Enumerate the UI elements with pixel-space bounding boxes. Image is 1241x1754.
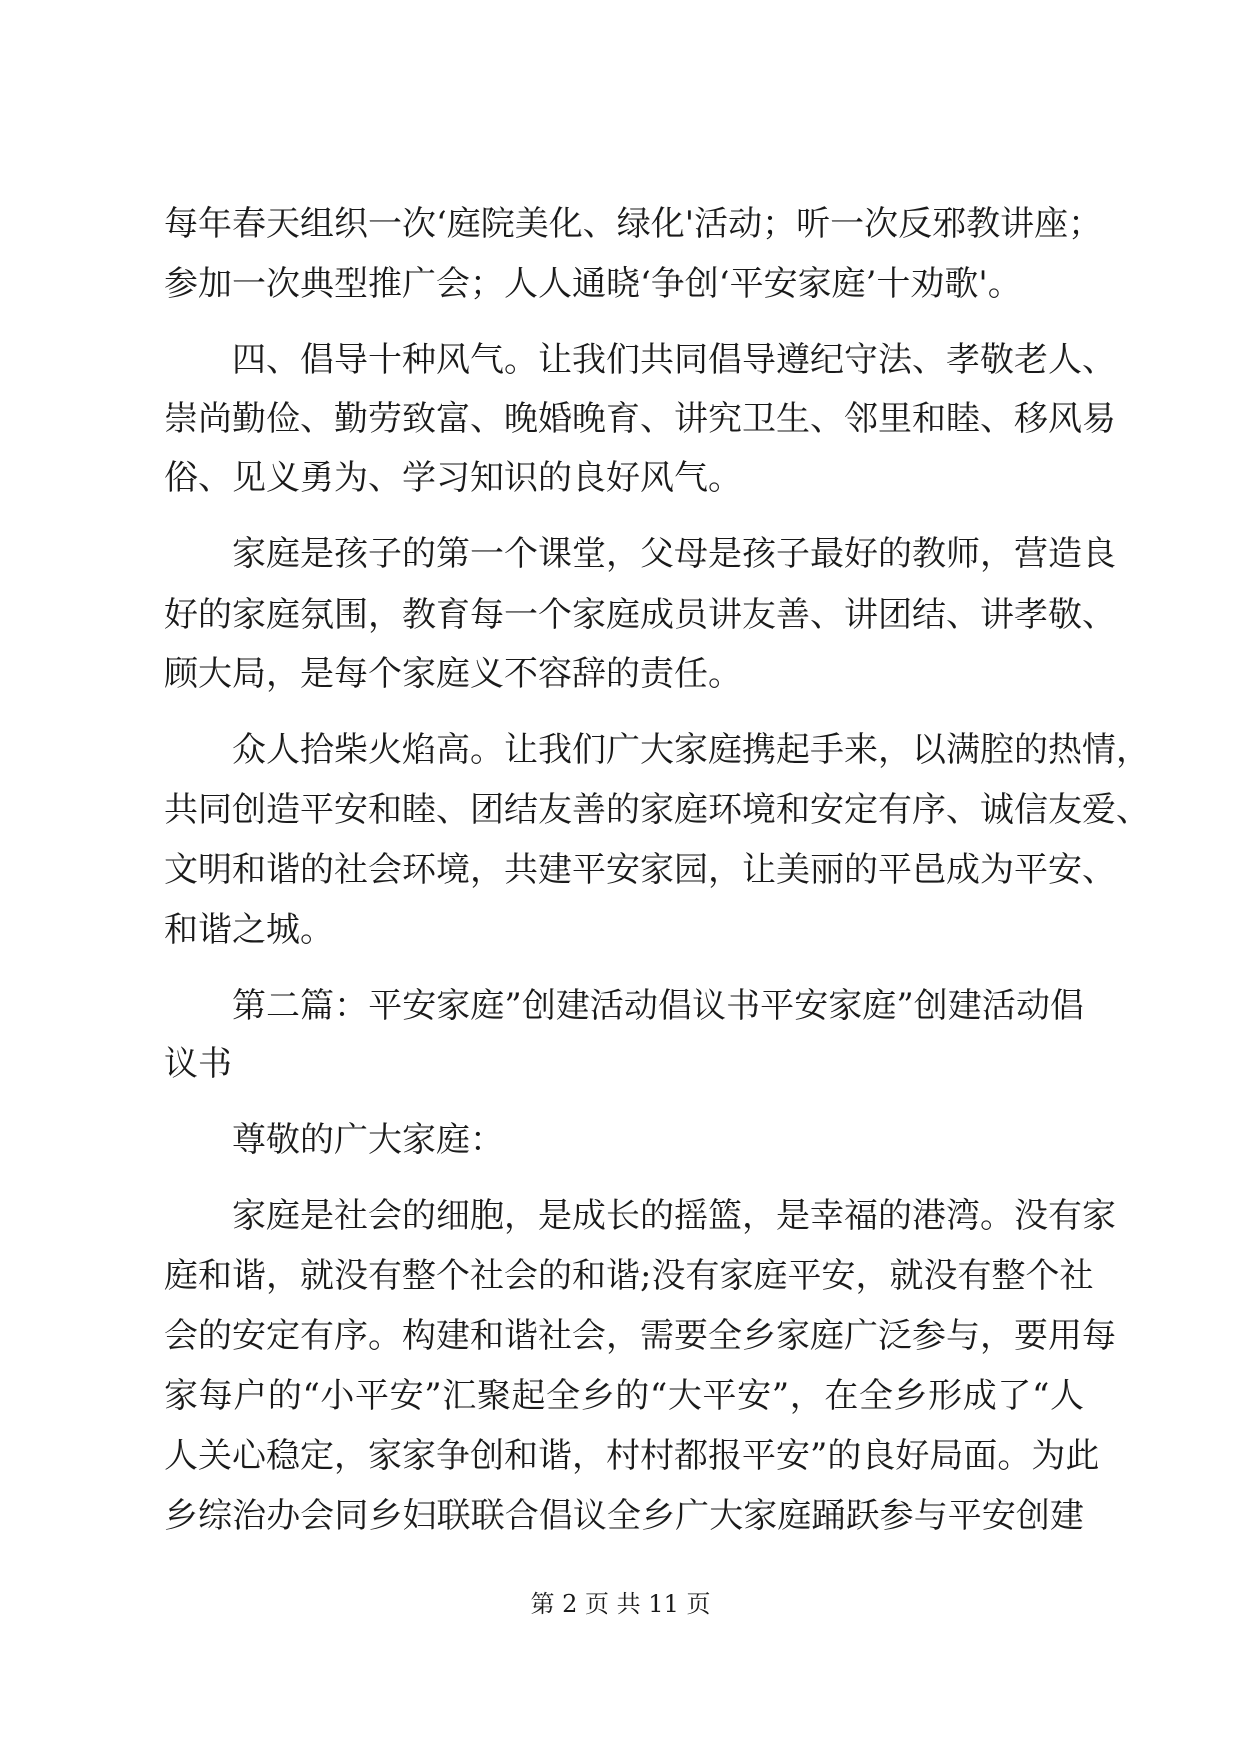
text-line: 和谐之城。	[164, 910, 334, 950]
text-line: 会的安定有序。构建和谐社会，需要全乡家庭广泛参与，要用每	[164, 1316, 1116, 1356]
text-line: 乡综治办会同乡妇联联合倡议全乡广大家庭踊跃参与平安创建	[164, 1496, 1084, 1536]
text-line: 共同创造平安和睦、团结友善的家庭环境和安定有序、诚信友爱、	[164, 790, 1150, 830]
text-line: 参加一次典型推广会；人人通晓‘争创‘平安家庭’十劝歌'。	[164, 264, 1022, 304]
text-line: 四、倡导十种风气。让我们共同倡导遵纪守法、孝敬老人、	[232, 340, 1116, 380]
text-line: 家每户的“小平安”汇聚起全乡的“大平安”，在全乡形成了“人	[164, 1376, 1084, 1416]
text-line: 人关心稳定，家家争创和谐，村村都报平安”的良好局面。为此	[164, 1436, 1100, 1476]
page-number-footer: 第 2 页 共 11 页	[530, 1590, 711, 1618]
text-line: 文明和谐的社会环境，共建平安家园，让美丽的平邑成为平安、	[164, 850, 1116, 890]
text-line: 崇尚勤俭、勤劳致富、晚婚晚育、讲究卫生、邻里和睦、移风易	[164, 399, 1116, 439]
text-line: 庭和谐，就没有整个社会的和谐;没有家庭平安，就没有整个社	[164, 1256, 1094, 1296]
text-line: 议书	[164, 1044, 232, 1084]
text-line: 家庭是社会的细胞，是成长的摇篮，是幸福的港湾。没有家	[232, 1196, 1116, 1236]
text-line: 俗、见义勇为、学习知识的良好风气。	[164, 458, 742, 498]
text-line: 第二篇：平安家庭”创建活动倡议书平安家庭”创建活动倡	[232, 986, 1084, 1026]
text-line: 尊敬的广大家庭：	[232, 1120, 504, 1160]
text-line: 好的家庭氛围，教育每一个家庭成员讲友善、讲团结、讲孝敬、	[164, 595, 1116, 635]
text-line: 顾大局，是每个家庭义不容辞的责任。	[164, 654, 742, 694]
text-line: 众人拾柴火焰高。让我们广大家庭携起手来，以满腔的热情，	[232, 730, 1150, 770]
text-line: 家庭是孩子的第一个课堂，父母是孩子最好的教师，营造良	[232, 534, 1116, 574]
text-line: 每年春天组织一次‘庭院美化、绿化'活动；听一次反邪教讲座；	[164, 204, 1103, 244]
